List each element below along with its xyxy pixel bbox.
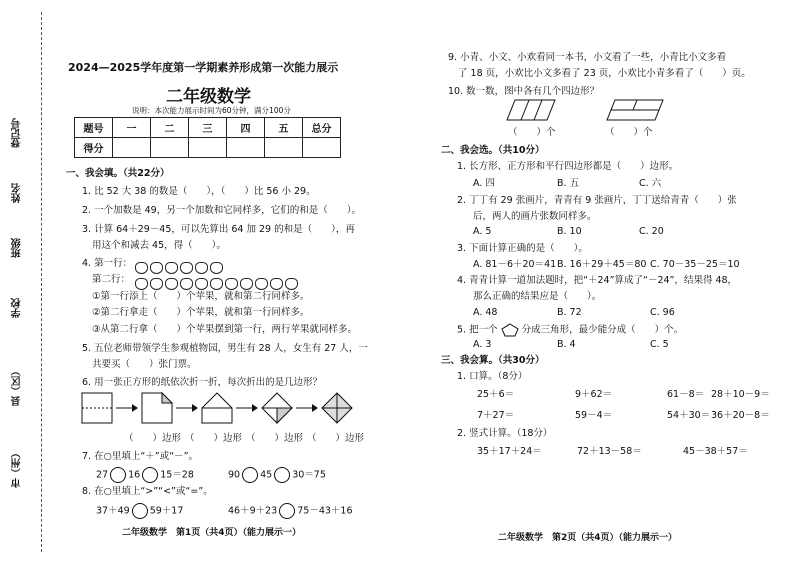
score-cell: 得分 [75, 138, 113, 158]
section-3-heading: 三、我会算。（共30分） [441, 355, 545, 366]
choice-2-option-b[interactable]: B. 10 [557, 226, 582, 237]
choice-1: 1. 长方形、正方形和平行四边形都是（ ）边形。 [457, 161, 679, 172]
calc-1-oral: 1. 口算。（8分） [457, 371, 528, 382]
operator-circle[interactable] [110, 467, 126, 483]
apple-icon [150, 278, 163, 290]
number: 45 [260, 469, 273, 481]
choice-4-option-a[interactable]: A. 48 [473, 307, 498, 318]
fold-step-5-shape [322, 393, 352, 423]
question-1-10: 10. 数一数，图中各有几个四边形？ [448, 86, 600, 97]
apple-icon [150, 262, 163, 274]
score-input-cell[interactable] [303, 138, 341, 158]
question-1-4-row1-label: 4. 第一行： [82, 258, 133, 269]
choice-5-option-c[interactable]: C. 5 [650, 339, 669, 350]
choice-5-option-b[interactable]: B. 4 [557, 339, 576, 350]
apple-icon [195, 278, 208, 290]
score-input-cell[interactable] [113, 138, 151, 158]
city-label: 市（州） [12, 448, 23, 488]
question-1-1: 1. 比 52 大 38 的数是（ ），（ ）比 56 小 29。 [82, 186, 316, 197]
binding-line [41, 12, 42, 552]
apple-icon [135, 262, 148, 274]
compare-circle[interactable] [132, 503, 148, 519]
score-cell: 总分 [303, 118, 341, 138]
arrow-right-icon [236, 404, 258, 412]
oral-item: 7＋27＝ [477, 410, 515, 421]
figure-trapezoid-split [607, 100, 663, 120]
oral-item: 54＋30＝ [667, 410, 711, 421]
score-input-cell[interactable] [151, 138, 189, 158]
score-cell: 题号 [75, 118, 113, 138]
page-1-footer: 二年级数学 第1页（共4页）（能力展示一） [122, 528, 302, 538]
apple-icon [225, 278, 238, 290]
oral-item: 61－8＝ [667, 389, 705, 400]
choice-4-line2: 那么正确的结果应是（ ）。 [473, 291, 602, 302]
school-label: 学校 [12, 298, 23, 318]
section-1-heading: 一、我会填。（共22分） [66, 168, 170, 179]
class-label: 班级 [12, 238, 23, 258]
operator-circle[interactable] [274, 467, 290, 483]
oral-item: 28＋10－9＝ [711, 389, 770, 400]
apple-icon [180, 262, 193, 274]
q7-expression-b [228, 467, 326, 483]
count-blank[interactable]: （ ）个 [605, 127, 653, 138]
question-1-2: 2. 一个加数是 49，另一个加数和它同样多，它们的和是（ ）。 [82, 205, 361, 216]
question-1-8: 8. 在○里填上“>”“<”或“=”。 [82, 486, 213, 497]
figure-parallelogram-split [507, 100, 555, 120]
name-label: 姓名 [12, 183, 23, 203]
operator-circle[interactable] [142, 467, 158, 483]
q8-comparison-b [228, 503, 353, 519]
binding-margin [0, 0, 70, 561]
choice-1-option-a[interactable]: A. 四 [473, 178, 495, 189]
county-label: 县（区） [12, 366, 23, 406]
q7-expression-a [96, 467, 194, 483]
expression: 46＋9＋23 [228, 505, 278, 517]
fold-step-2-shape [142, 393, 172, 423]
choice-3: 3. 下面计算正确的是（ ）。 [457, 243, 588, 254]
oral-item: 36＋20－8＝ [711, 410, 770, 421]
section-2-heading: 二、我会选。（共10分） [441, 145, 545, 156]
choice-1-option-c[interactable]: C. 六 [639, 178, 662, 189]
choice-2-line2: 后，两人的画片张数同样多。 [473, 211, 597, 222]
question-1-5-line2: 共要买（ ）张门票。 [92, 359, 197, 370]
question-1-7: 7. 在○里填上“＋”或“－”。 [82, 451, 199, 462]
choice-3-option-b[interactable]: B. 16＋29＋45＝80 [557, 259, 647, 270]
choice-5-text-a: 5. 把一个 [457, 324, 498, 336]
question-1-4-sub3: ③从第二行拿（ ）个苹果摆到第一行，两行苹果就同样多。 [92, 324, 358, 335]
choice-4-option-c[interactable]: C. 96 [650, 307, 675, 318]
score-cell: 三 [189, 118, 227, 138]
register-number-label: 登记号 [12, 118, 23, 148]
calc-2-vertical: 2. 竖式计算。（18分） [457, 428, 553, 439]
apple-icon [285, 278, 298, 290]
polygon-blank[interactable]: （ ）边形 [246, 433, 304, 444]
count-blank[interactable]: （ ）个 [508, 127, 556, 138]
expression: 37＋49 [96, 505, 130, 517]
number: 15＝28 [160, 469, 194, 481]
question-1-3-line1: 3. 计算 64＋29－45，可以先算出 64 加 29 的和是（ ），再 [82, 224, 355, 235]
number: 16 [128, 469, 141, 481]
number: 30＝75 [292, 469, 326, 481]
quadrilateral-figures [505, 98, 665, 122]
oral-item: 25＋6＝ [477, 389, 515, 400]
question-1-9-line1: 9. 小青、小文、小欢看同一本书，小文看了一些，小青比小文多看 [448, 52, 727, 63]
apple-icon [195, 262, 208, 274]
q8-comparison-a [96, 503, 183, 519]
compare-circle[interactable] [279, 503, 295, 519]
question-1-4-row2-label: 第二行： [92, 274, 131, 285]
exam-header-title: 2024—2025学年度第一学期素养形成第一次能力展示 [68, 61, 339, 74]
number: 90 [228, 469, 241, 481]
choice-3-option-c[interactable]: C. 70－35－25＝10 [650, 259, 740, 270]
arrow-right-icon [296, 404, 318, 412]
apple-icon [270, 278, 283, 290]
score-cell: 一 [113, 118, 151, 138]
apple-icon [165, 262, 178, 274]
vertical-item: 35＋17＋24＝ [477, 446, 542, 457]
apple-icon [165, 278, 178, 290]
polygon-blank[interactable]: （ ）边形 [185, 433, 243, 444]
polygon-blank[interactable]: （ ）边形 [124, 433, 182, 444]
question-1-4-sub1: ①第一行添上（ ）个苹果，就和第二行同样多。 [92, 291, 310, 302]
score-input-cell[interactable] [227, 138, 265, 158]
choice-2-line1: 2. 丁丁有 29 张画片，青青有 9 张画片，丁丁送给青青（ ）张 [457, 195, 737, 206]
operator-circle[interactable] [242, 467, 258, 483]
choice-4-option-b[interactable]: B. 72 [557, 307, 582, 318]
oral-item: 9＋62＝ [575, 389, 613, 400]
oral-item: 59－4＝ [575, 410, 613, 421]
apple-icon [210, 278, 223, 290]
pentagon-icon [501, 323, 519, 337]
score-table-header-row [75, 118, 341, 138]
question-1-5-line1: 5. 五位老师带领学生参观植物园，男生有 28 人，女生有 27 人，一 [82, 343, 368, 354]
apple-icon [255, 278, 268, 290]
question-1-3-line2: 用这个和减去 45，得（ ）。 [92, 240, 226, 251]
choice-2-option-a[interactable]: A. 5 [473, 226, 492, 237]
question-1-6: 6. 用一张正方形的纸依次折一折，每次折出的是几边形？ [82, 377, 323, 388]
expression: 75－43＋16 [297, 505, 353, 517]
score-input-cell[interactable] [265, 138, 303, 158]
arrow-right-icon [116, 404, 138, 412]
score-cell: 四 [227, 118, 265, 138]
page-2-footer: 二年级数学 第2页（共4页）（能力展示一） [498, 533, 678, 543]
fold-step-3-shape [202, 393, 232, 423]
score-table-score-row [75, 138, 341, 158]
score-cell: 二 [151, 118, 189, 138]
choice-5 [457, 323, 683, 337]
expression: 59＋17 [149, 505, 184, 517]
choice-5-option-a[interactable]: A. 3 [473, 339, 492, 350]
vertical-item: 45－38＋57＝ [683, 446, 748, 457]
fold-step-4-shape [262, 393, 292, 423]
question-1-4-sub2: ②第二行拿走（ ）个苹果，就和第一行同样多。 [92, 307, 310, 318]
choice-1-option-b[interactable]: B. 五 [557, 178, 580, 189]
choice-4-line1: 4. 青青计算一道加法题时，把“＋24”算成了“－24”，结果得 48， [457, 275, 738, 286]
choice-3-option-a[interactable]: A. 81－6＋20＝41 [473, 259, 557, 270]
number: 27 [96, 469, 109, 481]
vertical-item: 72＋13－58＝ [577, 446, 642, 457]
arrow-right-icon [176, 404, 198, 412]
apple-icon [240, 278, 253, 290]
score-input-cell[interactable] [189, 138, 227, 158]
exam-note: 说明：本次能力展示时间为60分钟，满分100分 [132, 106, 291, 115]
question-1-9-line2: 了 18 页，小欢比小文多看了 23 页，小欢比小青多看了（ ）页。 [458, 68, 751, 79]
apple-row-2 [135, 273, 300, 292]
apple-icon [210, 262, 223, 274]
score-table [74, 117, 341, 158]
polygon-blank[interactable]: （ ）边形 [307, 433, 365, 444]
score-cell: 五 [265, 118, 303, 138]
choice-2-option-c[interactable]: C. 20 [639, 226, 664, 237]
subject-title: 二年级数学 [166, 87, 251, 107]
choice-5-text-b: 分成三角形，最少能分成（ ）个。 [521, 324, 684, 336]
apple-icon [180, 278, 193, 290]
paper-folding-diagram [80, 391, 360, 429]
fold-step-1-square [82, 393, 112, 423]
apple-icon [135, 278, 148, 290]
